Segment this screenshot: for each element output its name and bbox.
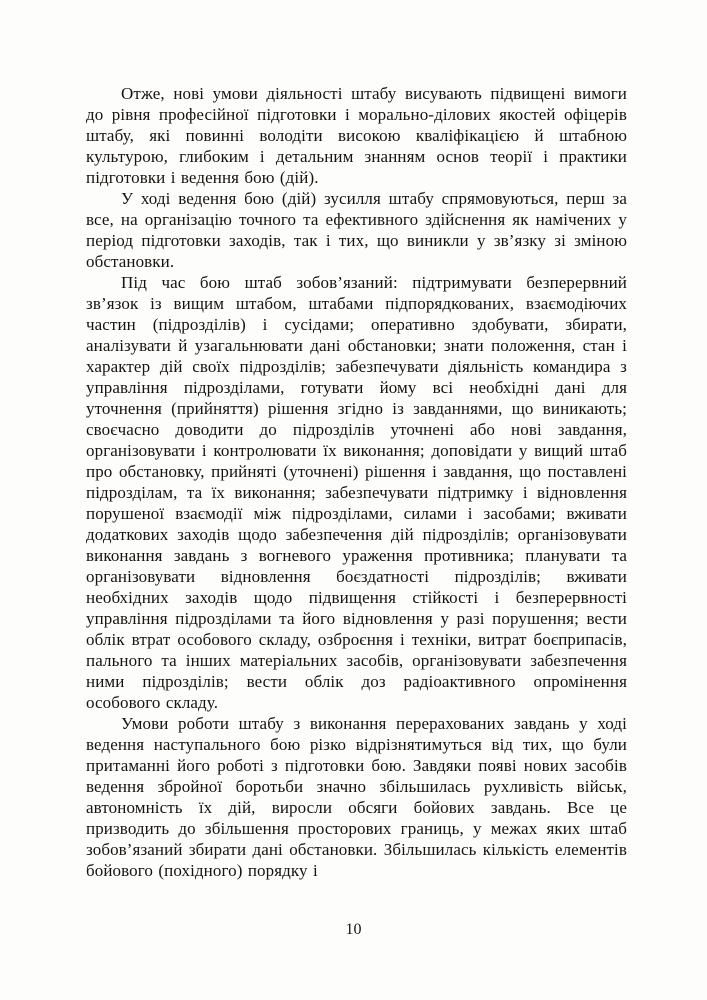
body-paragraph-2: У ході ведення бою (дій) зусилля штабу спрямовуються, перш за все, на організацію точного та ефективного здійснення як намічених у період підготовки заходів, так і тих, що виникли у зв’язку зі зміною обстановки. <box>86 189 627 271</box>
page-number: 10 <box>345 921 362 938</box>
body-paragraph-3: Під час бою штаб зобов’язаний: підтримувати безперервний зв’язок із вищим штабом, штабами підпорядкованих, взаємодіючих частин (підрозділів) і сусідами; оперативно здобувати, збирати, аналізувати й узагальнювати дані обстановки; знати положення, стан і характер дій своїх підрозділів; забезпечувати діяльність командира з управління підрозділами, готувати йому всі необхідні дані для уточнення (прийняття) рішення згідно із завданнями, що виникають; своєчасно доводити до підрозділів уточнені або нові завдання, організовувати і контролювати їх виконання; доповідати у вищий штаб про обстановку, прийняті (уточнені) рішення і завдання, що поставлені підрозділам, та їх виконання; забезпечувати підтримку і відновлення порушеної взаємодії між підрозділами, силами і засобами; вживати додаткових заходів щодо забезпечення дій підрозділів; організовувати виконання завдань з вогневого ураження противника; планувати та організовувати відновлення боєздатності підрозділів; вживати необхідних заходів щодо підвищення стійкості і безперервності управління підрозділами та його відновлення у разі порушення; вести облік втрат особового складу, озброєння і техніки, витрат боєприпасів, пального та інших матеріальних засобів, організовувати забезпечення ними підрозділів; вести облік доз радіоактивного опромінення особового складу. <box>86 273 627 712</box>
page-text <box>86 83 627 881</box>
body-paragraph-1: Отже, нові умови діяльності штабу висувають підвищені вимоги до рівня професійної підготовки і морально-ділових якостей офіцерів штабу, які повинні володіти високою кваліфікацією й штабною культурою, глибоким і детальним знанням основ теорії і практики підготовки і ведення бою (дій). <box>86 84 627 187</box>
body-paragraph-4: Умови роботи штабу з виконання перерахованих завдань у ході ведення наступального бою різко відрізнятимуться від тих, що були притаманні його роботі з підготовки бою. Завдяки появі нових засобів ведення збройної боротьби значно збільшилась рухливість військ, автономність їх дій, виросли обсяги бойових завдань. Все це призводить до збільшення просторових границь, у межах яких штаб зобов’язаний збирати дані обстановки. Збільшилась кількість елементів бойового (похідного) порядку і <box>86 714 627 880</box>
